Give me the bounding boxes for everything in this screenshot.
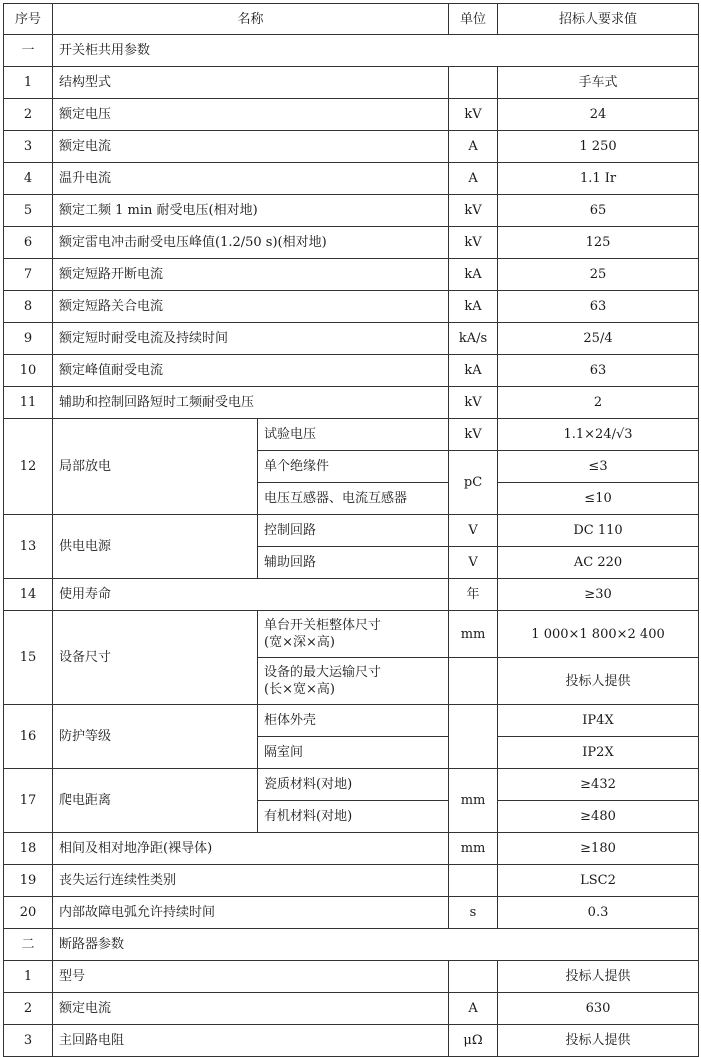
- table-row: [4, 227, 699, 259]
- row-unit: kA: [449, 259, 498, 291]
- table-row: [4, 865, 699, 897]
- row-unit: kA: [449, 291, 498, 323]
- section-row: [4, 35, 699, 67]
- table-row: [4, 99, 699, 131]
- row-no: 18: [4, 833, 53, 865]
- table-row: [4, 579, 699, 611]
- row-unit: [449, 865, 498, 897]
- row-value: 投标人提供: [498, 1025, 699, 1057]
- table-row: [4, 195, 699, 227]
- row-value: ≥432: [498, 769, 699, 801]
- row-no: 12: [4, 419, 53, 515]
- row-value: 25/4: [498, 323, 699, 355]
- row-unit: mm: [449, 611, 498, 658]
- table-row: [4, 323, 699, 355]
- row-value: ≥180: [498, 833, 699, 865]
- row-no: 15: [4, 611, 53, 705]
- table-row: [4, 163, 699, 195]
- row-value: 125: [498, 227, 699, 259]
- table-row: [4, 993, 699, 1025]
- table-header: [4, 4, 699, 35]
- row-name: 额定雷电冲击耐受电压峰值(1.2/50 s)(相对地): [53, 227, 449, 259]
- row-value: DC 110: [498, 515, 699, 547]
- row-value: 1 250: [498, 131, 699, 163]
- row-value: 投标人提供: [498, 658, 699, 705]
- row-no: 7: [4, 259, 53, 291]
- row-name: 额定峰值耐受电流: [53, 355, 449, 387]
- row-name: 额定电流: [53, 131, 449, 163]
- row-no: 3: [4, 131, 53, 163]
- section-title: 断路器参数: [53, 929, 699, 961]
- header-no: 序号: [4, 4, 53, 35]
- row-unit: V: [449, 515, 498, 547]
- row-subname: 隔室间: [258, 737, 449, 769]
- row-name: 额定电流: [53, 993, 449, 1025]
- row-unit: A: [449, 993, 498, 1025]
- row-subname: 控制回路: [258, 515, 449, 547]
- row-name: 内部故障电弧允许持续时间: [53, 897, 449, 929]
- row-no: 14: [4, 579, 53, 611]
- row-value: 投标人提供: [498, 961, 699, 993]
- table-row: [4, 897, 699, 929]
- row-value: ≤10: [498, 483, 699, 515]
- row-value: 1.1×24/√3: [498, 419, 699, 451]
- row-no: 20: [4, 897, 53, 929]
- table-row: [4, 705, 699, 737]
- row-name: 相间及相对地净距(裸导体): [53, 833, 449, 865]
- row-value: 630: [498, 993, 699, 1025]
- row-subname: 有机材料(对地): [258, 801, 449, 833]
- row-value: ≥480: [498, 801, 699, 833]
- row-name: 防护等级: [53, 705, 258, 769]
- row-no: 2: [4, 99, 53, 131]
- row-unit: kA: [449, 355, 498, 387]
- row-name: 使用寿命: [53, 579, 449, 611]
- row-unit: A: [449, 163, 498, 195]
- row-name: 额定短时耐受电流及持续时间: [53, 323, 449, 355]
- row-unit: pC: [449, 451, 498, 515]
- section-title: 开关柜共用参数: [53, 35, 699, 67]
- subname-line: (长×宽×高): [264, 682, 335, 697]
- row-no: 16: [4, 705, 53, 769]
- row-no: 13: [4, 515, 53, 579]
- table-row: [4, 67, 699, 99]
- row-value: 0.3: [498, 897, 699, 929]
- row-value: ≥30: [498, 579, 699, 611]
- row-no: 19: [4, 865, 53, 897]
- row-name: 额定短路开断电流: [53, 259, 449, 291]
- table-row: [4, 769, 699, 801]
- row-subname: [258, 658, 449, 705]
- header-name: 名称: [53, 4, 449, 35]
- row-value: 25: [498, 259, 699, 291]
- row-no: 4: [4, 163, 53, 195]
- row-unit: [449, 705, 498, 769]
- row-no: 9: [4, 323, 53, 355]
- header-value: 招标人要求值: [498, 4, 699, 35]
- row-no: 2: [4, 993, 53, 1025]
- row-unit: kA/s: [449, 323, 498, 355]
- header-unit: 单位: [449, 4, 498, 35]
- row-name: 额定电压: [53, 99, 449, 131]
- row-subname: 单个绝缘件: [258, 451, 449, 483]
- table-row: [4, 387, 699, 419]
- row-name: 额定短路关合电流: [53, 291, 449, 323]
- row-subname: 柜体外壳: [258, 705, 449, 737]
- row-value: IP2X: [498, 737, 699, 769]
- row-subname: 试验电压: [258, 419, 449, 451]
- row-unit: μΩ: [449, 1025, 498, 1057]
- table-row: [4, 259, 699, 291]
- row-no: 5: [4, 195, 53, 227]
- row-value: 2: [498, 387, 699, 419]
- row-unit: kV: [449, 227, 498, 259]
- row-no: 8: [4, 291, 53, 323]
- row-value: 65: [498, 195, 699, 227]
- table-row: [4, 515, 699, 547]
- row-subname: 辅助回路: [258, 547, 449, 579]
- row-value: IP4X: [498, 705, 699, 737]
- subname-line: 设备的最大运输尺寸: [264, 665, 382, 680]
- table-row: [4, 419, 699, 451]
- row-value: 24: [498, 99, 699, 131]
- row-value: 1.1 Ir: [498, 163, 699, 195]
- table-row: [4, 131, 699, 163]
- row-unit: kV: [449, 99, 498, 131]
- row-name: 爬电距离: [53, 769, 258, 833]
- row-unit: kV: [449, 387, 498, 419]
- table-row: [4, 833, 699, 865]
- row-unit: mm: [449, 833, 498, 865]
- row-unit: [449, 961, 498, 993]
- row-unit: A: [449, 131, 498, 163]
- row-subname: 电压互感器、电流互感器: [258, 483, 449, 515]
- row-value: 63: [498, 355, 699, 387]
- row-name: 温升电流: [53, 163, 449, 195]
- row-name: 结构型式: [53, 67, 449, 99]
- row-unit: mm: [449, 769, 498, 833]
- row-no: 17: [4, 769, 53, 833]
- section-no: 二: [4, 929, 53, 961]
- section-no: 一: [4, 35, 53, 67]
- row-name: 设备尺寸: [53, 611, 258, 705]
- row-name: 局部放电: [53, 419, 258, 515]
- row-no: 3: [4, 1025, 53, 1057]
- subname-line: 单台开关柜整体尺寸: [264, 618, 382, 633]
- row-unit: 年: [449, 579, 498, 611]
- subname-line: (宽×深×高): [264, 635, 335, 650]
- row-no: 6: [4, 227, 53, 259]
- row-no: 1: [4, 961, 53, 993]
- row-value: 1 000×1 800×2 400: [498, 611, 699, 658]
- row-name: 型号: [53, 961, 449, 993]
- row-name: 主回路电阻: [53, 1025, 449, 1057]
- row-name: 供电电源: [53, 515, 258, 579]
- row-no: 10: [4, 355, 53, 387]
- row-value: AC 220: [498, 547, 699, 579]
- row-unit: kV: [449, 419, 498, 451]
- row-unit: kV: [449, 195, 498, 227]
- row-name: 丧失运行连续性类别: [53, 865, 449, 897]
- row-value: 63: [498, 291, 699, 323]
- row-name: 额定工频 1 min 耐受电压(相对地): [53, 195, 449, 227]
- row-unit: V: [449, 547, 498, 579]
- table-row: [4, 961, 699, 993]
- row-subname: 瓷质材料(对地): [258, 769, 449, 801]
- row-unit: [449, 658, 498, 705]
- parameter-table: [3, 3, 699, 1057]
- table-row: [4, 291, 699, 323]
- row-subname: [258, 611, 449, 658]
- row-unit: s: [449, 897, 498, 929]
- row-no: 11: [4, 387, 53, 419]
- row-value: ≤3: [498, 451, 699, 483]
- table-row: [4, 355, 699, 387]
- row-value: 手车式: [498, 67, 699, 99]
- row-unit: [449, 67, 498, 99]
- table-row: [4, 611, 699, 658]
- section-row: [4, 929, 699, 961]
- row-value: LSC2: [498, 865, 699, 897]
- row-name: 辅助和控制回路短时工频耐受电压: [53, 387, 449, 419]
- row-no: 1: [4, 67, 53, 99]
